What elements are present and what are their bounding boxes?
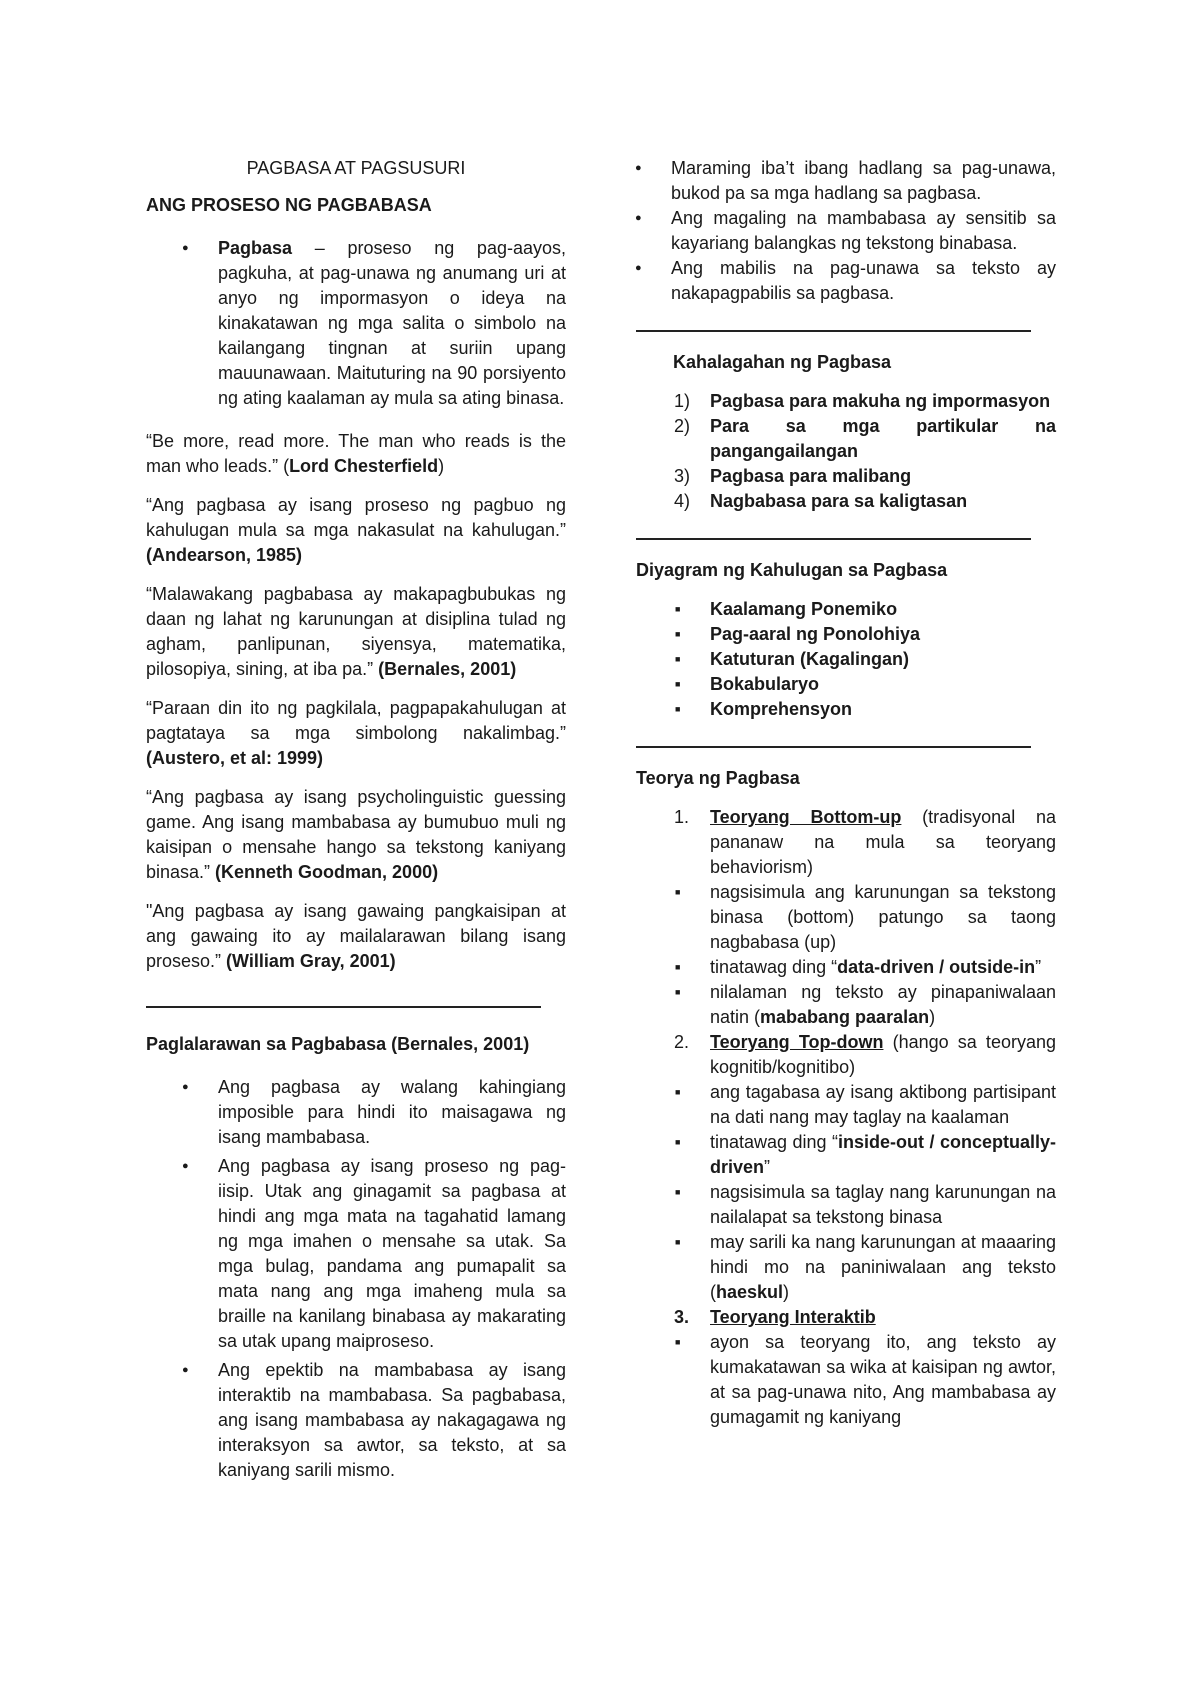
pagbasa-term: Pagbasa: [218, 238, 293, 258]
interaktib-list: [636, 1330, 1056, 1430]
list-item: 4) Nagbabasa para sa kaligtasan: [674, 491, 968, 511]
section-heading-teorya: Teorya ng Pagbasa: [636, 768, 800, 788]
paglalarawan-list: [146, 1075, 566, 1483]
quote: "Ang pagbasa ay isang gawaing pangkaisipan at ang gawaing ito ay mailalarawan bilang isang proseso.” (William Gray, 2001): [146, 901, 566, 971]
teorya-item-bottom-up: 1. Teoryang Bottom-up (tradisyonal na pananaw na mula sa teoryang behaviorism): [674, 807, 1056, 877]
list-item: 2) Para sa mga partikular na pangangailangan: [674, 416, 1056, 461]
list-item: ● Ang epektib na mambabasa ay isang interaktib na mambabasa. Sa pagbabasa, ang isang mambabasa ay nakagagawa ng interaksyon sa awtor, sa teksto, at sa kaniyang sarili mismo.: [146, 1358, 566, 1483]
quote-citation: (Kenneth Goodman, 2000): [215, 862, 439, 882]
list-item: ■ ayon sa teoryang ito, ang teksto ay kumakatawan sa wika at kaisipan ng awtor, at sa pag-unawa nito, Ang mambabasa ay gumagamit ng kaniyang: [636, 1330, 1056, 1430]
quote: “Ang pagbasa ay isang proseso ng pagbuo ng kahulugan mula sa mga nakasulat na kahulugan.” (Andearson, 1985): [146, 495, 566, 565]
list-item: ■ nagsisimula ang karunungan sa tekstong binasa (bottom) patungo sa taong nagbabasa (up): [636, 880, 1056, 955]
teorya-list: [636, 805, 1056, 880]
list-item: ■ Bokabularyo: [636, 672, 1056, 697]
top-down-list: [636, 1080, 1056, 1305]
list-item: 1) Pagbasa para makuha ng impormasyon: [674, 391, 1051, 411]
list-item: ■ tinatawag ding “inside-out / conceptually-driven”: [636, 1130, 1056, 1180]
list-item: ● Ang magaling na mambabasa ay sensitib sa kayariang balangkas ng tekstong binabasa.: [599, 206, 1056, 256]
page-title: PAGBASA AT PAGSUSURI: [246, 158, 466, 178]
list-item: [146, 236, 566, 411]
quote-citation: (Austero, et al: 1999): [146, 748, 324, 768]
pagbasa-definition-list: [146, 236, 566, 411]
list-item: ● Maraming iba’t ibang hadlang sa pag-unawa, bukod pa sa mga hadlang sa pagbasa.: [599, 156, 1056, 206]
quote-citation: Lord Chesterfield: [289, 456, 439, 476]
quote-citation: (William Gray, 2001): [226, 951, 396, 971]
quote-citation: (Andearson, 1985): [146, 545, 303, 565]
teorya-list: [636, 1305, 1056, 1330]
list-item: ■ tinatawag ding “data-driven / outside-in”: [636, 955, 1056, 980]
quote: “Be more, read more. The man who reads is the man who leads.” (Lord Chesterfield): [146, 431, 566, 476]
list-item: ■ may sarili ka nang karunungan at maaaring hindi mo na paniniwalaan ang teksto (haeskul): [636, 1230, 1056, 1305]
hadlang-list: [599, 156, 1056, 306]
diyagram-list: [636, 597, 1056, 722]
list-item: ■ nagsisimula sa taglay nang karunungan na nailalapat sa tekstong binasa: [636, 1180, 1056, 1230]
list-item: ■ Kaalamang Ponemiko: [636, 597, 1056, 622]
list-item: ■ Pag-aaral ng Ponolohiya: [636, 622, 1056, 647]
teorya-list: [636, 1030, 1056, 1080]
list-item: 3) Pagbasa para malibang: [674, 466, 912, 486]
quote: “Paraan din ito ng pagkilala, pagpapakahulugan at pagtataya sa mga simbolong nakalimbag.” (Austero, et al: 1999): [146, 698, 566, 768]
section-heading-paglalarawan: Paglalarawan sa Pagbabasa (Bernales, 2001): [146, 1034, 530, 1054]
list-item: ■ Komprehensyon: [636, 697, 1056, 722]
list-item: ● Ang pagbasa ay walang kahingiang imposible para hindi ito maisagawa ng isang mambabasa.: [146, 1075, 566, 1150]
quote: “Malawakang pagbabasa ay makapagbubukas ng daan ng lahat ng karunungan at disiplina tulad ng agham, panlipunan, siyensya, matematika, pilosopiya, sining, at iba pa.” (Bernales, 2001): [146, 584, 566, 679]
list-item: ● Ang mabilis na pag-unawa sa teksto ay nakapagpabilis sa pagbasa.: [599, 256, 1056, 306]
right-column: [636, 156, 1056, 1430]
list-item: ● Ang pagbasa ay isang proseso ng pag-iisip. Utak ang ginagamit sa pagbasa at hindi ang mga mata na tagahatid lamang ng mga imahen o mensahe sa utak. Sa mga bulag, pandama ang pumapalit sa mata nang ang mga imaheng mula sa braille na kanilang binabasa ay makarating sa utak upang maiproseso.: [146, 1154, 566, 1354]
list-item: ■ nilalaman ng teksto ay pinapaniwalaan natin (mababang paaralan): [636, 980, 1056, 1030]
pagbasa-definition: – proseso ng pag-aayos, pagkuha, at pag-unawa ng anumang uri at anyo ng impormasyon o ideya na kinakatawan ng mga salita o simbolo na kailangang tingnan at suriin upang mauunawaan. Maituturing na 90 porsiyento ng ating kaalaman ay mula sa ating binasa.: [218, 238, 566, 408]
section-heading-proseso: ANG PROSESO NG PAGBABASA: [146, 195, 432, 215]
bottom-up-list: [636, 880, 1056, 1030]
kahalagahan-list: [636, 389, 1056, 514]
quote: “Ang pagbasa ay isang psycholinguistic guessing game. Ang isang mambabasa ay bumubuo muli ng kaisipan o mensahe hango sa tekstong kaniyang binasa.” (Kenneth Goodman, 2000): [146, 787, 566, 882]
list-item: ■ Katuturan (Kagalingan): [636, 647, 1056, 672]
section-heading-diyagram: Diyagram ng Kahulugan sa Pagbasa: [636, 560, 948, 580]
teorya-item-interaktib: 3. Teoryang Interaktib: [674, 1307, 876, 1327]
list-item: ■ ang tagabasa ay isang aktibong partisipant na dati nang may taglay na kaalaman: [636, 1080, 1056, 1130]
section-heading-kahalagahan: Kahalagahan ng Pagbasa: [673, 352, 892, 372]
quote-citation: (Bernales, 2001): [378, 659, 517, 679]
teorya-item-top-down: 2. Teoryang Top-down (hango sa teoryang kognitib/kognitibo): [674, 1032, 1056, 1077]
left-column: [146, 156, 566, 1483]
